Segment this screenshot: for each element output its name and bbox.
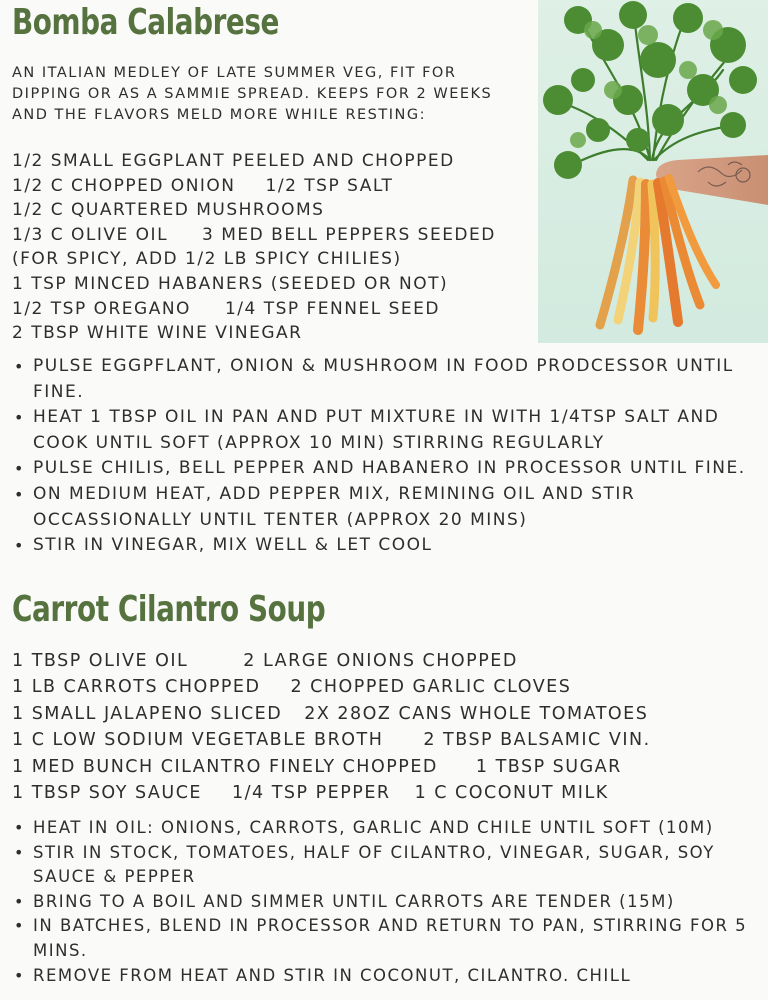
ingredient-item: 1/2 TSP OREGANO — [12, 298, 191, 319]
ingredient-item: 1/2 C QUARTERED MUSHROOMS — [12, 200, 325, 221]
ingredient-line — [12, 648, 651, 674]
ingredient-item: 1 C COCONUT MILK — [414, 782, 609, 803]
bullet-icon: • — [14, 842, 25, 862]
instruction-list-bomba — [12, 354, 763, 559]
instruction-text: ON MEDIUM HEAT, ADD PEPPER MIX, REMINING OIL AND STIR OCCASSIONALLY UNTIL TENTER (APPROX 20 MINS) — [33, 483, 636, 530]
ingredient-item: 1/2 C CHOPPED ONION — [12, 175, 236, 196]
ingredient-item: 1/3 C OLIVE OIL — [12, 224, 169, 245]
bullet-icon: • — [14, 818, 25, 837]
ingredient-item: 1 TSP MINCED HABANERS (SEEDED OR NOT) — [12, 273, 449, 294]
instruction-text: HEAT 1 TBSP OIL IN PAN AND PUT MIXTURE IN WITH 1/4TSP SALT AND COOK UNTIL SOFT (APPROX 10 MIN) STIRRING REGULARLY — [33, 407, 720, 453]
ingredient-line — [12, 321, 496, 346]
ingredient-line — [12, 149, 496, 174]
ingredient-item: 1/2 SMALL EGGPLANT PEELED AND CHOPPED — [12, 151, 455, 171]
bullet-icon: • — [14, 965, 25, 985]
recipe-title-soup: Carrot Cilantro Soup — [12, 589, 326, 630]
instruction-text: STIR IN STOCK, TOMATOES, HALF OF CILANTRO, VINEGAR, SUGAR, SOY SAUCE & PEPPER — [33, 842, 715, 887]
ingredient-line — [12, 272, 496, 297]
ingredient-line — [12, 247, 496, 272]
instruction-text: IN BATCHES, BLEND IN PROCESSOR AND RETURN TO PAN, STIRRING FOR 5 MINS. — [33, 916, 748, 960]
recipe-title-bomba: Bomba Calabrese — [12, 2, 279, 43]
ingredient-item: 2X 28OZ CANS WHOLE TOMATOES — [304, 703, 649, 724]
instruction-text: PULSE EGGPFLANT, ONION & MUSHROOM IN FOOD PRODCESSOR UNTIL FINE. — [33, 356, 734, 402]
ingredient-item: 1/4 TSP FENNEL SEED — [224, 298, 440, 319]
bullet-icon: • — [14, 916, 25, 936]
bullet-icon: • — [14, 484, 25, 504]
instruction-step — [12, 456, 763, 482]
carrots-photo — [538, 0, 768, 343]
ingredient-list-bomba — [12, 149, 496, 346]
instruction-step — [12, 482, 763, 533]
ingredient-item: 2 TBSP BALSAMIC VIN. — [423, 730, 651, 751]
instruction-step — [12, 405, 763, 456]
ingredient-item: 1 LB CARROTS CHOPPED — [12, 677, 261, 698]
ingredient-line — [12, 727, 651, 753]
instruction-step — [12, 964, 768, 989]
ingredient-item: 1 C LOW SODIUM VEGETABLE BROTH — [12, 730, 384, 751]
instruction-step — [12, 354, 763, 405]
bullet-icon: • — [14, 536, 25, 556]
ingredient-line — [12, 198, 496, 223]
ingredient-item: 1 SMALL JALAPENO SLICED — [12, 703, 283, 724]
ingredient-item: 1 MED BUNCH CILANTRO FINELY CHOPPED — [12, 756, 438, 777]
ingredient-line — [12, 754, 651, 780]
ingredient-item: 1 TBSP OLIVE OIL — [12, 651, 189, 671]
instruction-step — [12, 914, 768, 963]
ingredient-item: 1/4 TSP PEPPER — [231, 782, 391, 803]
instruction-text: BRING TO A BOIL AND SIMMER UNTIL CARROTS ARE TENDER (15M) — [33, 891, 675, 911]
instruction-step — [12, 533, 763, 559]
ingredient-line — [12, 174, 496, 199]
instruction-text: HEAT IN OIL: ONIONS, CARROTS, GARLIC AND CHILE UNTIL SOFT (10M) — [33, 818, 714, 837]
ingredient-line — [12, 674, 651, 700]
ingredient-item: 1 TBSP SOY SAUCE — [12, 782, 202, 803]
instruction-list-soup — [12, 816, 768, 988]
ingredient-item: 2 CHOPPED GARLIC CLOVES — [290, 677, 572, 698]
instruction-text: STIR IN VINEGAR, MIX WELL & LET COOL — [33, 535, 433, 556]
ingredient-item: 3 MED BELL PEPPERS SEEDED — [202, 224, 496, 245]
ingredient-item: 2 TBSP WHITE WINE VINEGAR — [12, 323, 303, 344]
ingredient-item: (FOR SPICY, ADD 1/2 LB SPICY CHILIES) — [12, 249, 402, 270]
ingredient-list-soup — [12, 648, 651, 806]
bullet-icon: • — [14, 891, 25, 911]
ingredient-line — [12, 223, 496, 248]
instruction-step — [12, 841, 768, 890]
ingredient-item: 1/2 TSP SALT — [265, 175, 394, 196]
instruction-step — [12, 816, 768, 841]
instruction-text: PULSE CHILIS, BELL PEPPER AND HABANERO IN PROCESSOR UNTIL FINE. — [33, 458, 746, 479]
ingredient-line — [12, 701, 651, 727]
ingredient-item: 2 LARGE ONIONS CHOPPED — [243, 651, 518, 671]
ingredient-item: 1 TBSP SUGAR — [475, 756, 622, 777]
bullet-icon: • — [14, 408, 25, 428]
instruction-step — [12, 890, 768, 915]
bullet-icon: • — [14, 357, 25, 376]
recipe-intro: AN ITALIAN MEDLEY OF LATE SUMMER VEG, FIT FOR DIPPING OR AS A SAMMIE SPREAD. KEEPS FOR 2 WEEKS AND THE FLAVORS MELD MORE WHILE RESTING: — [12, 65, 493, 123]
instruction-text: REMOVE FROM HEAT AND STIR IN COCONUT, CILANTRO. CHILL — [33, 965, 632, 985]
ingredient-line — [12, 780, 651, 806]
ingredient-line — [12, 297, 496, 322]
bullet-icon: • — [14, 459, 25, 479]
